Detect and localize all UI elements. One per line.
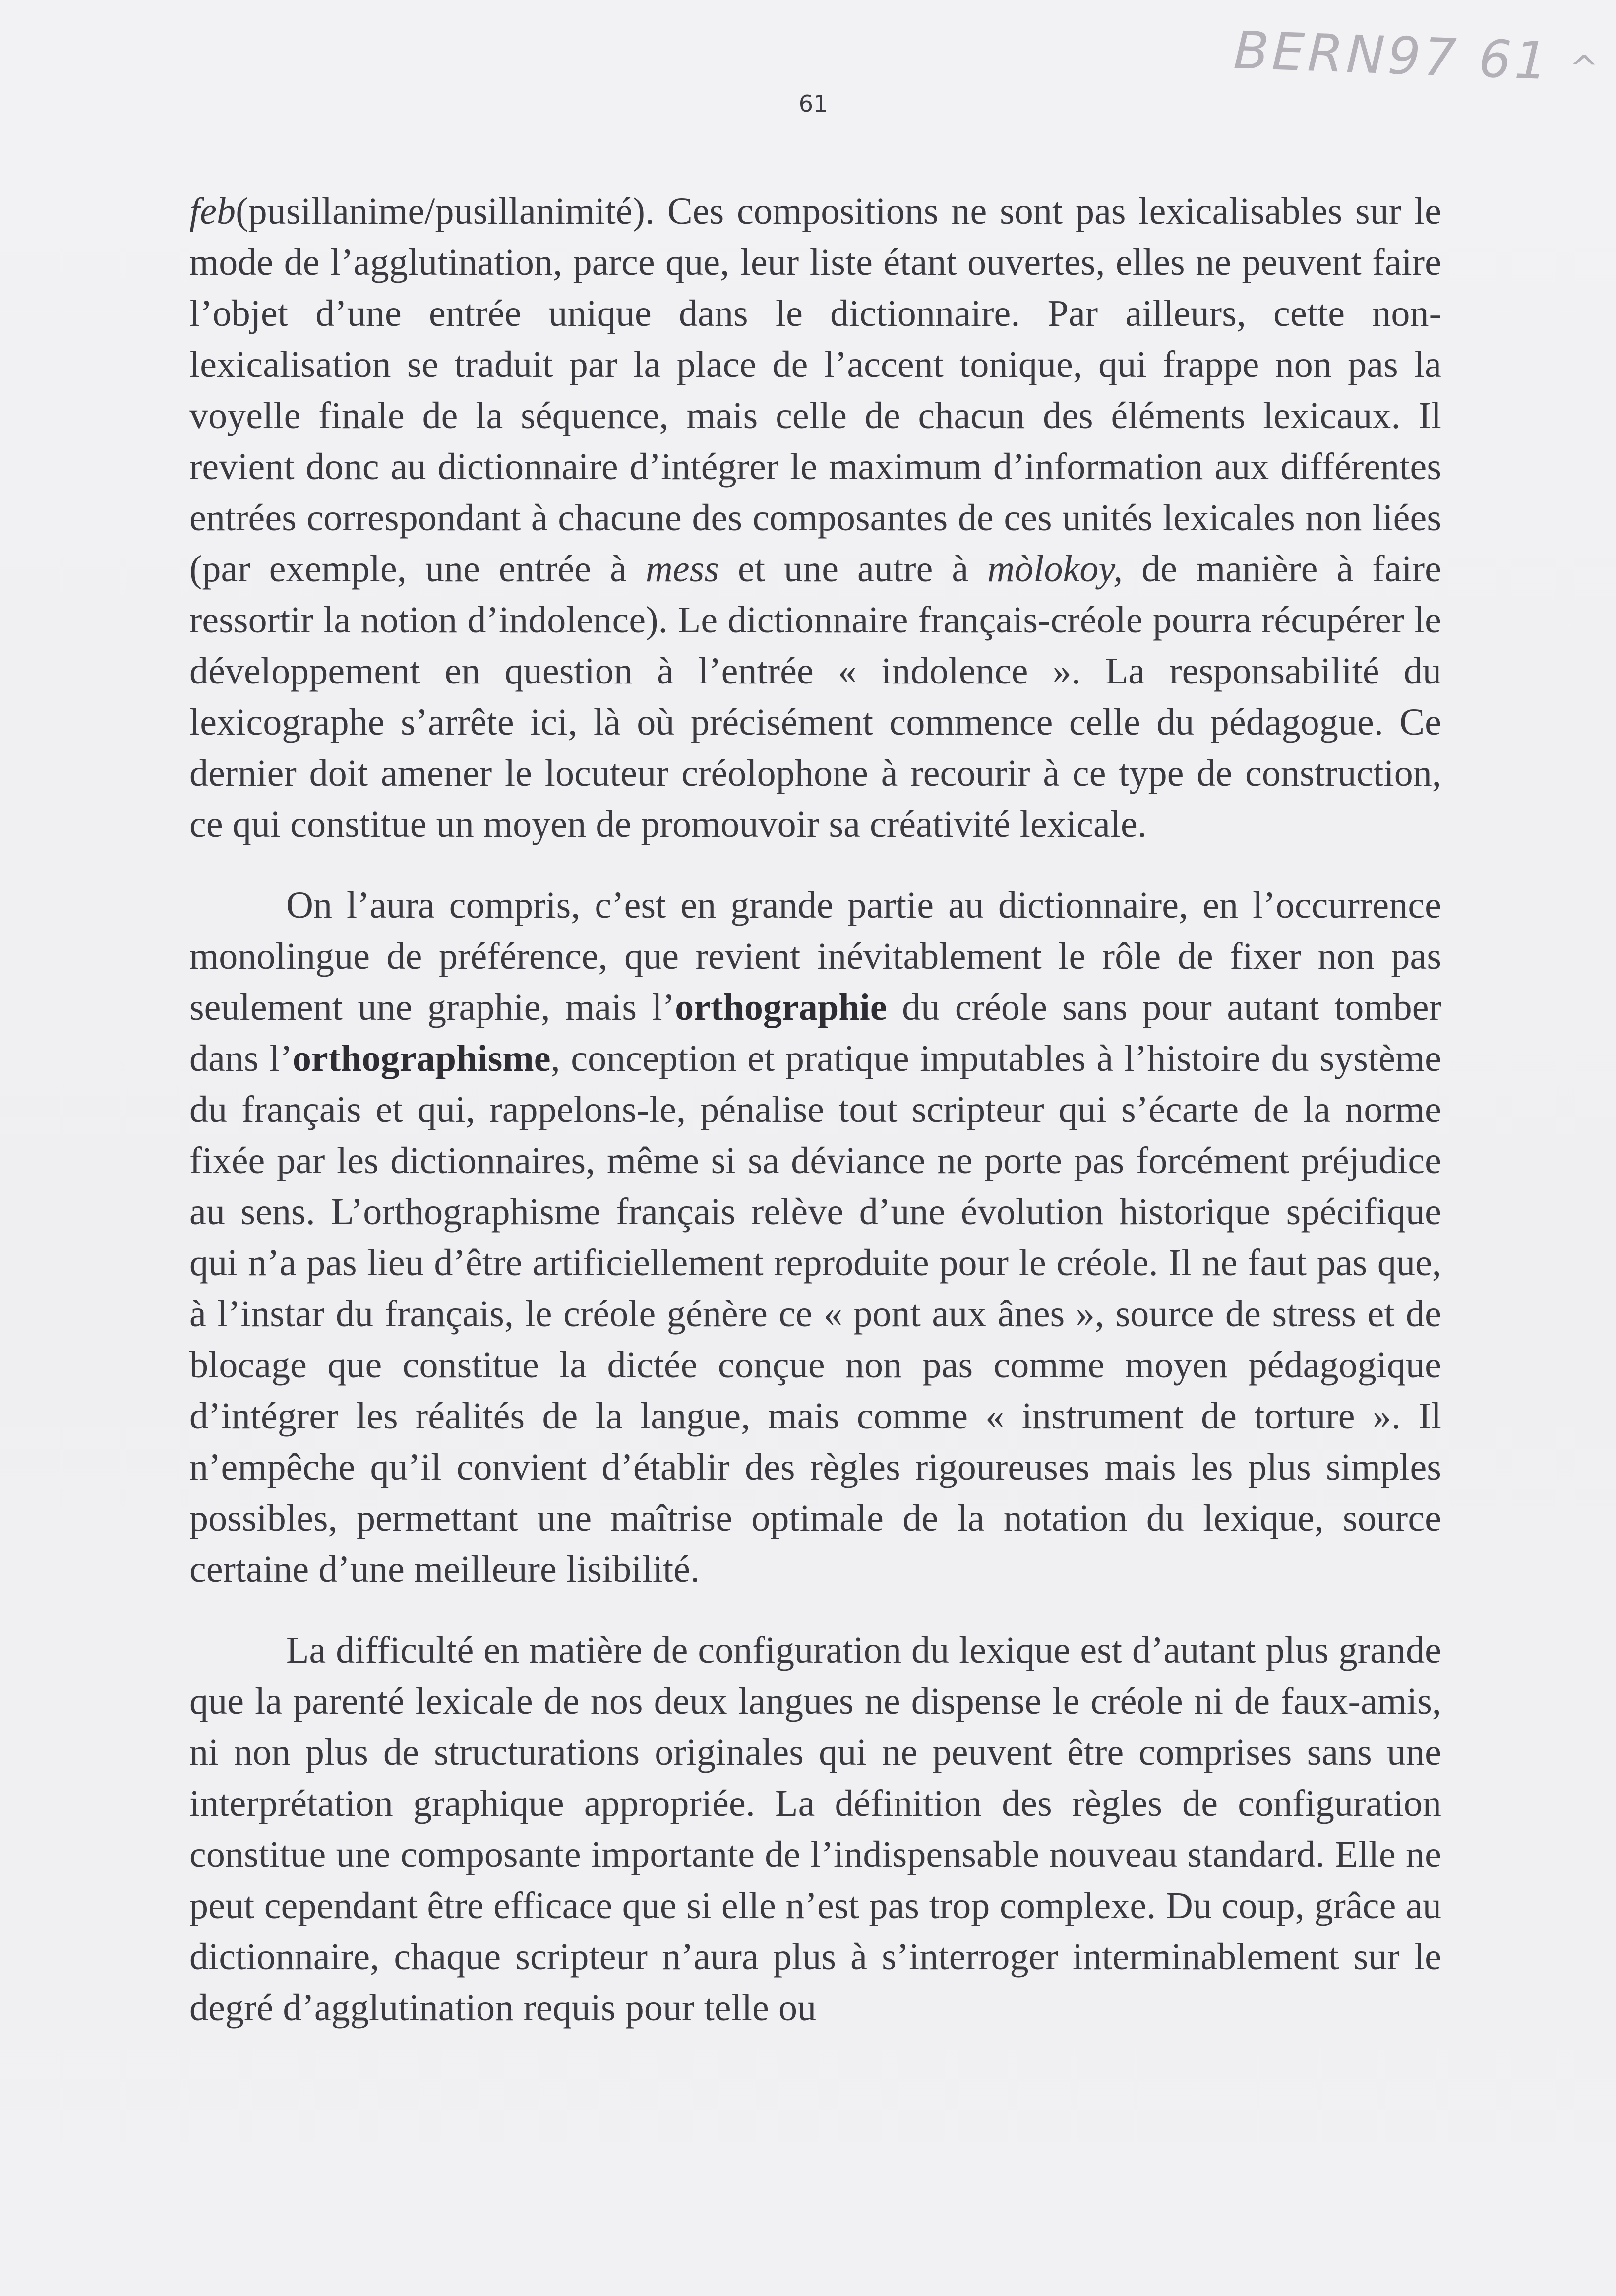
italic-term: mess [645,548,719,590]
paragraph-text: La difficulté en matière de configuration du lexique est d’autant plus grande que la parenté lexicale de nos deux langues ne dispense le créole ni de faux-amis, ni non plus de structurations originales qui ne peuvent être comprises sans une interprétation graphique appropriée. La définition des règles de configuration constitue une composante importante de l’indispensable nouveau standard. Elle ne peut cependant être efficace que si elle n’est pas trop complexe. Du coup, grâce au dictionnaire, chaque scripteur n’aura plus à s’interroger interminablement sur le degré d’agglutination requis pour telle ou [189,1629,1441,2029]
bold-term: orthographisme [292,1038,551,1079]
paragraph-text: (pusillanime/pusillanimité). Ces compositions ne sont pas lexicalisables sur le mode de l’agglutination, parce que, leur liste étant ouvertes, elles ne peuvent faire l’objet d’une entrée unique dans le dictionnaire. Par ailleurs, cette non-lexicalisation se traduit par la place de l’accent tonique, qui frappe non pas la voyelle finale de la séquence, mais celle de chacun des éléments lexicaux. Il revient donc au dictionnaire d’intégrer le maximum d’information aux différentes entrées correspondant à chacune des composantes de ces unités lexicales non liées (par exemple, une entrée à [189,190,1441,590]
paragraph-3 [189,1625,1441,2034]
italic-term: feb [189,190,236,232]
page-number: 61 [798,90,828,117]
paragraph-text: et une autre à [719,548,988,590]
paragraph-text: , conception et pratique imputables à l’histoire du système du français et qui, rappelons-le, pénalise tout scripteur qui s’écarte de la norme fixée par les dictionnaires, même si sa déviance ne porte pas forcément préjudice au sens. L’orthographisme français relève d’une évolution historique spécifique qui n’a pas lieu d’être artificiellement reproduite pour le créole. Il ne faut pas que, à l’instar du français, le créole génère ce « pont aux ânes », source de stress et de blocage que constitue la dictée conçue non pas comme moyen pédagogique d’intégrer les réalités de la langue, mais comme « instrument de torture ». Il n’empêche qu’il convient d’établir des règles rigoureuses mais les plus simples possibles, permettant une maîtrise optimale de la notation du lexique, source certaine d’une meilleure lisibilité. [189,1038,1441,1590]
body-text [189,186,1441,2034]
caret-mark: ^ [1568,47,1603,89]
italic-term: mòlokoy, [987,548,1123,590]
paragraph-text: du créole sans pour autant tomber dans l’ [189,987,1442,1079]
bold-term: orthographie [675,987,887,1028]
paragraph-2 [189,880,1441,1595]
archive-mark-text: BERN97 61 [1232,20,1552,92]
paragraph-text: On l’aura compris, c’est en grande partie au dictionnaire, en l’occurrence monolingue de préférence, que revient inévitablement le rôle de fixer non pas seulement une graphie, mais l’ [189,884,1441,1028]
paragraph-1 [189,186,1441,850]
handwritten-archive-mark [1232,20,1601,102]
paragraph-text: de manière à faire ressortir la notion d’indolence). Le dictionnaire français-créole pourra récupérer le développement en question à l’entrée « indolence ». La responsabilité du lexicographe s’arrête ici, là où précisément commence celle du pédagogue. Ce dernier doit amener le locuteur créolophone à recourir à ce type de construction, ce qui constitue un moyen de promouvoir sa créativité lexicale. [189,548,1441,845]
